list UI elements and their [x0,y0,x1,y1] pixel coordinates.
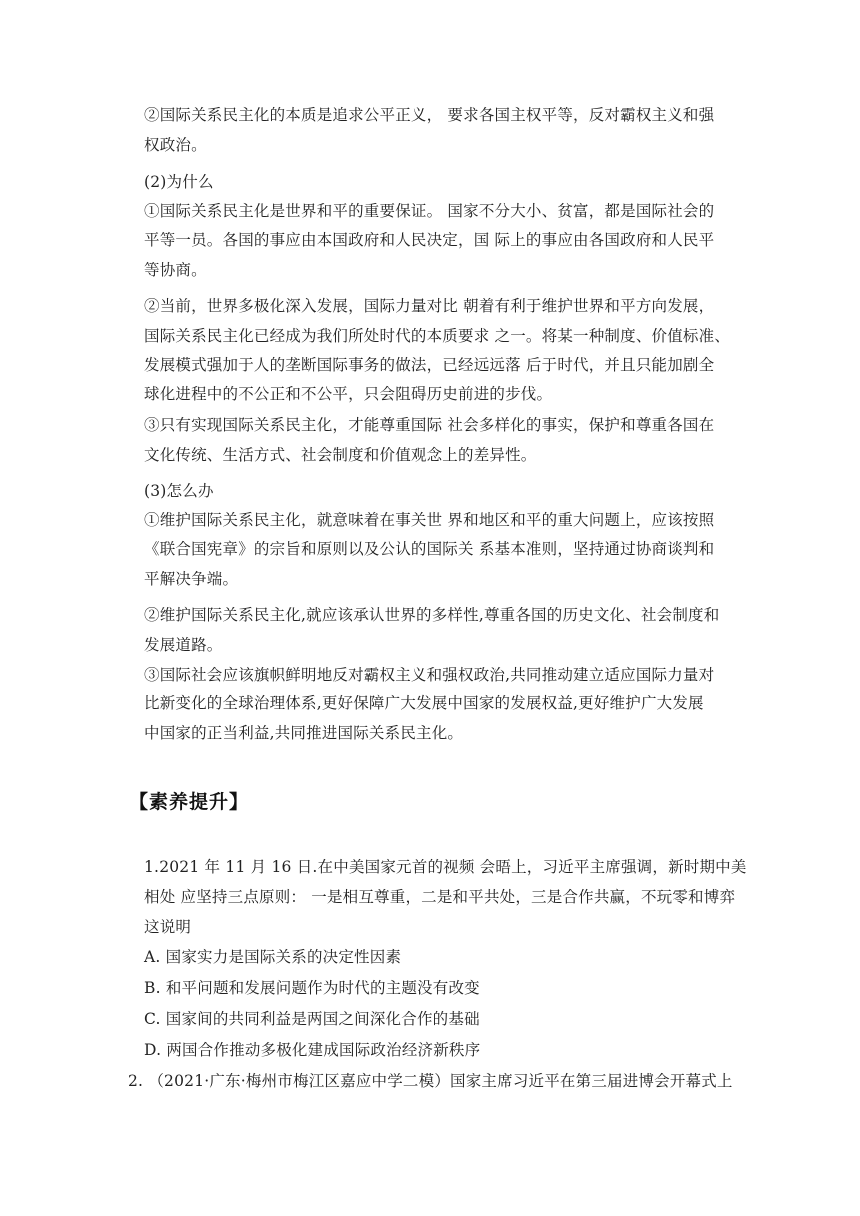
body-line: 权政治。 [144,136,207,154]
body-line: ①国际关系民主化是世界和平的重要保证。 国家不分大小、贫富，都是国际社会的 [144,202,715,220]
question-1-option-d: D. 两国合作推动多极化建成国际政治经济新秩序 [144,1041,481,1059]
question-1-option-b: B. 和平问题和发展问题作为时代的主题没有改变 [144,979,480,997]
question-1-line: 这说明 [144,918,192,936]
body-line: 平解决争端。 [144,570,239,588]
question-2-line: 2. （2021·广东·梅州市梅江区嘉应中学二模）国家主席习近平在第三届进博会开幕式上 [128,1072,733,1090]
question-1-line: 1.2021 年 11 月 16 日.在中美国家元首的视频 会晤上，习近平主席强调，新时期中美 [144,858,747,876]
body-line: 国际关系民主化已经成为我们所处时代的本质要求 之一。将某一种制度、价值标准、 [144,327,731,345]
body-line: 发展道路。 [144,636,223,654]
question-1-line: 相处 应坚持三点原则： 一是相互尊重，二是和平共处，三是合作共赢，不玩零和博弈 [144,888,736,906]
body-line: 文化传统、生活方式、社会制度和价值观念上的差异性。 [144,446,537,464]
body-line: 发展模式强加于人的垄断国际事务的做法，已经远远落 后于时代，并且只能加剧全 [144,356,715,374]
body-line: 等协商。 [144,261,207,279]
body-line: 球化进程中的不公正和不公平，只会阻碍历史前进的步伐。 [144,385,553,403]
body-line: 比新变化的全球治理体系,更好保障广大发展中国家的发展权益,更好维护广大发展 [144,694,704,712]
body-line: ①维护国际关系民主化，就意味着在事关世 界和地区和平的重大问题上，应该按照 [144,511,715,529]
body-line: ②国际关系民主化的本质是追求公平正义， 要求各国主权平等，反对霸权主义和强 [144,106,715,124]
body-line: ②维护国际关系民主化,就应该承认世界的多样性,尊重各国的历史文化、社会制度和 [144,606,720,624]
body-line: (2)为什么 [144,173,214,191]
body-line: ③只有实现国际关系民主化，才能尊重国际 社会多样化的事实，保护和尊重各国在 [144,416,715,434]
question-1-option-a: A. 国家实力是国际关系的决定性因素 [144,948,402,966]
body-line: (3)怎么办 [144,482,214,500]
body-line: 中国家的正当利益,共同推进国际关系民主化。 [144,724,464,742]
question-1-option-c: C. 国家间的共同利益是两国之间深化合作的基础 [144,1010,480,1028]
body-line: ③国际社会应该旗帜鲜明地反对霸权主义和强权政治,共同推动建立适应国际力量对 [144,666,715,684]
body-line: 平等一员。各国的事应由本国政府和人民决定，国 际上的事应由各国政府和人民平 [144,231,715,249]
body-line: ②当前，世界多极化深入发展，国际力量对比 朝着有利于维护世界和平方向发展， [144,297,715,315]
section-heading: 【素养提升】 [129,791,250,813]
body-line: 《联合国宪章》的宗旨和原则以及公认的国际关 系基本准则，坚持通过协商谈判和 [144,540,715,558]
